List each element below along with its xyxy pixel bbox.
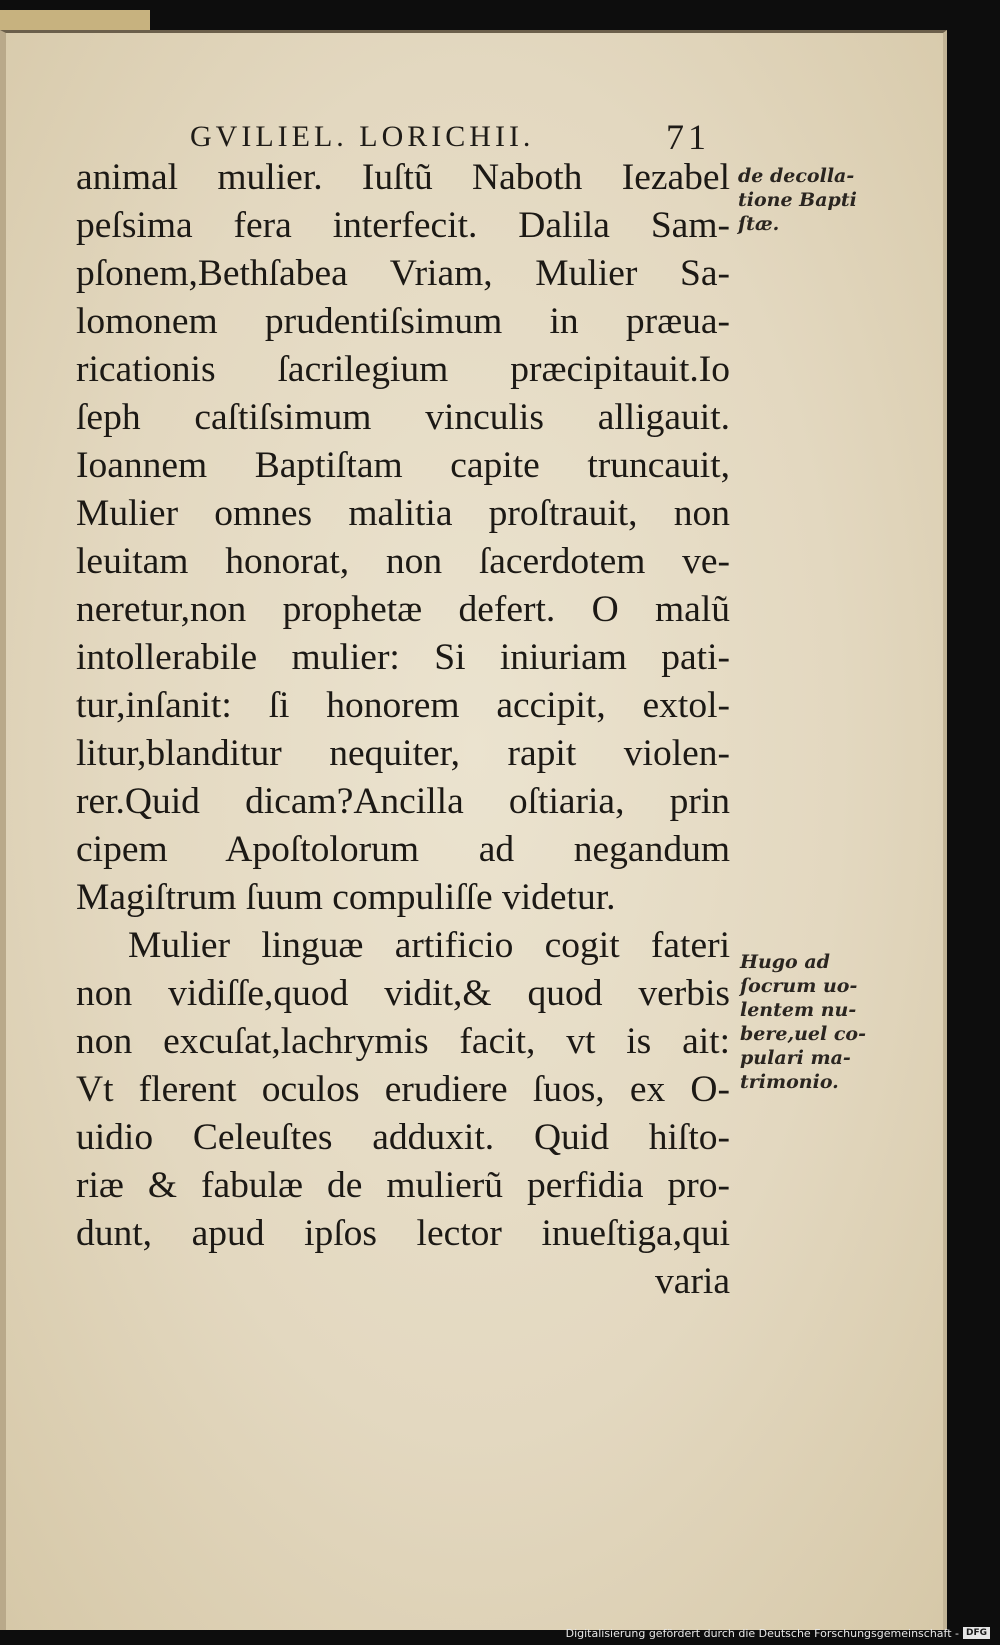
margin-note-line: de decolla-: [738, 165, 855, 187]
margin-note-line: ſtæ.: [738, 213, 780, 235]
text-line: non vidiſſe,quod vidit,& quod verbis: [76, 973, 730, 1014]
text-line: pſonem,Bethſabea Vriam, Mulier Sa-: [76, 253, 730, 294]
text-line: intollerabile mulier: Si iniuriam pati-: [76, 637, 730, 678]
text-line: Mulier omnes malitia proſtrauit, non: [76, 493, 730, 534]
text-line: Vt flerent oculos erudiere ſuos, ex O-: [76, 1069, 730, 1110]
margin-note-decollatione: [738, 164, 878, 236]
text-line: dunt, apud ipſos lector inueſtiga,qui: [76, 1213, 730, 1254]
text-line: cipem Apoſtolorum ad negandum: [76, 829, 730, 870]
running-title: GVILIEL. LORICHII.: [190, 120, 535, 153]
text-line: uidio Celeuſtes adduxit. Quid hiſto-: [76, 1117, 730, 1158]
text-line: neretur,non prophetæ defert. O malũ: [76, 589, 730, 630]
margin-note-line: lentem nu-: [740, 999, 857, 1021]
text-line: Mulier linguæ artificio cogit fateri: [128, 925, 730, 966]
dfg-logo-icon: DFG: [963, 1627, 990, 1639]
text-line: animal mulier. Iuſtũ Naboth Iezabel: [76, 157, 730, 198]
text-line: tur,inſanit: ſi honorem accipit, extol-: [76, 685, 730, 726]
margin-note-line: pulari ma-: [740, 1047, 851, 1069]
body-text: [76, 154, 730, 1306]
margin-note-line: tione Bapti: [738, 189, 857, 211]
text-line: Magiſtrum ſuum compuliſſe videtur.: [76, 877, 616, 918]
text-line: non excuſat,lachrymis facit, vt is ait:: [76, 1021, 730, 1062]
digitization-credit: [566, 1625, 990, 1641]
credit-text: Digitalisierung gefördert durch die Deutsche Forschungsgemeinschaft -: [565, 1626, 959, 1640]
margin-note-line: bere,uel co-: [740, 1023, 866, 1045]
text-line: rer.Quid dicam?Ancilla oſtiaria, prin: [76, 781, 730, 822]
page-edge-tab: [0, 10, 150, 32]
margin-note-line: trimonio.: [740, 1071, 839, 1093]
text-line: litur,blanditur nequiter, rapit violen-: [76, 733, 730, 774]
text-line: riæ & fabulæ de mulierũ perfidia pro-: [76, 1165, 730, 1206]
text-line: peſsima fera interfecit. Dalila Sam-: [76, 205, 730, 246]
text-line: Ioannem Baptiſtam capite truncauit,: [76, 445, 730, 486]
catchword: varia: [655, 1261, 730, 1302]
margin-note-line: Hugo ad: [740, 951, 830, 973]
text-line: leuitam honorat, non ſacerdotem ve-: [76, 541, 730, 582]
page-number: 71: [666, 117, 710, 157]
text-line: lomonem prudentiſsimum in præua-: [76, 301, 730, 342]
text-line: ricationis ſacrilegium præcipitauit.Io: [76, 349, 730, 390]
text-line: ſeph caſtiſsimum vinculis alligauit.: [76, 397, 730, 438]
margin-note-hugo: [740, 950, 880, 1094]
margin-note-line: ſocrum uo-: [740, 975, 858, 997]
